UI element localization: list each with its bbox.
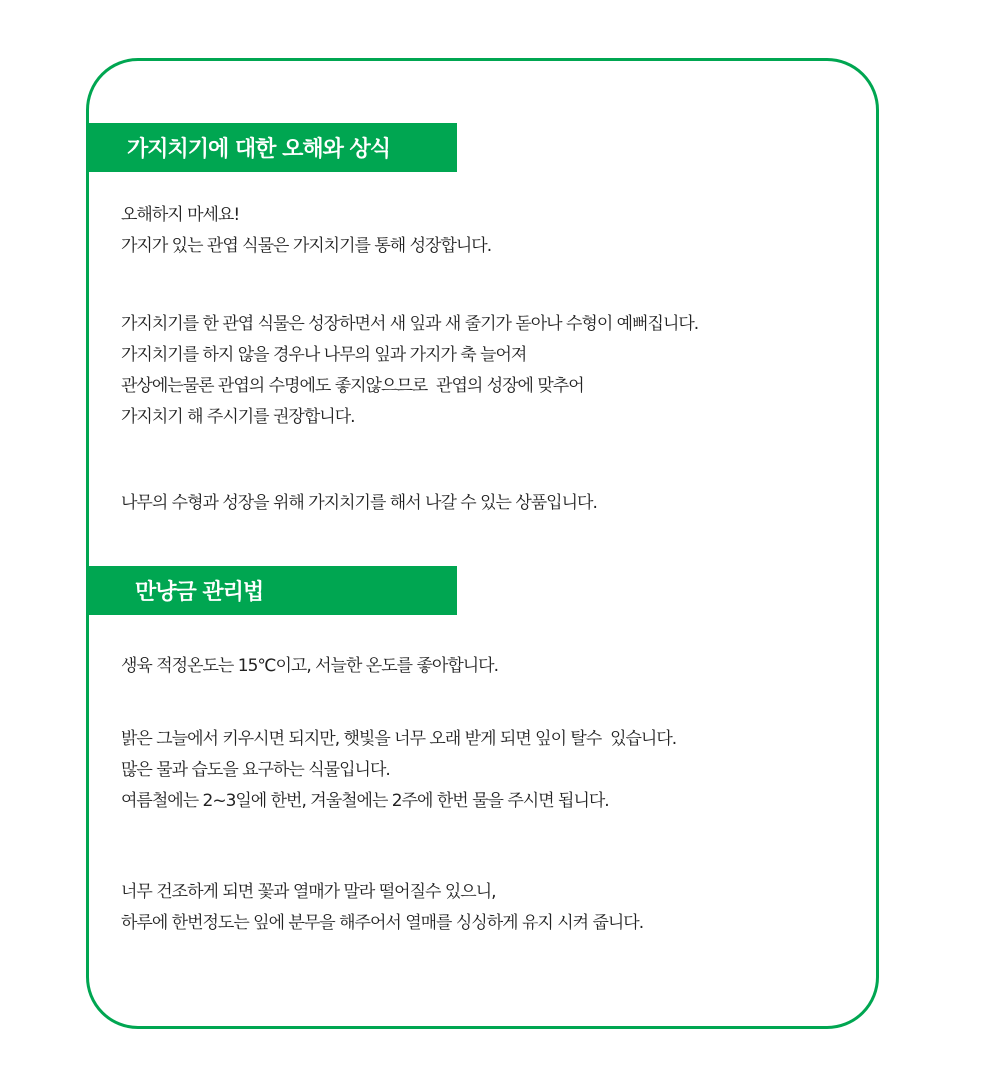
text-line: 너무 건조하게 되면 꽃과 열매가 말라 떨어질수 있으니, <box>121 882 496 902</box>
paragraph-humidity <box>121 877 643 939</box>
text-line: 밝은 그늘에서 키우시면 되지만, 햇빛을 너무 오래 받게 되면 잎이 탈수 있습니다. <box>121 729 677 749</box>
paragraph-pruning-benefits <box>121 309 698 433</box>
paragraph-temperature <box>121 651 498 682</box>
text-line: 많은 물과 습도을 요구하는 식물입니다. <box>121 760 390 780</box>
paragraph-light-water <box>121 724 676 817</box>
text-line: 가지치기 해 주시기를 권장합니다. <box>121 407 355 427</box>
section-header-pruning <box>86 123 457 172</box>
text-line: 나무의 수형과 성장을 위해 가지치기를 해서 나갈 수 있는 상품입니다. <box>121 493 597 513</box>
text-line: 가지가 있는 관엽 식물은 가지치기를 통해 성장합니다. <box>121 236 492 256</box>
text-line: 관상에는물론 관엽의 수명에도 좋지않으므로 관엽의 성장에 맞추어 <box>121 376 584 396</box>
text-line: 오해하지 마세요! <box>121 205 240 225</box>
text-line: 하루에 한번정도는 잎에 분무을 해주어서 열매를 싱싱하게 유지 시켜 줍니다. <box>121 913 644 933</box>
text-line: 생육 적정온도는 15℃이고, 서늘한 온도를 좋아합니다. <box>121 656 498 676</box>
section-header-care <box>86 566 457 615</box>
paragraph-misconception <box>121 200 491 262</box>
section-title: 만냥금 관리법 <box>135 580 264 605</box>
text-line: 여름철에는 2~3일에 한번, 겨울철에는 2주에 한번 물을 주시면 됩니다. <box>121 791 609 811</box>
text-line: 가지치기를 한 관엽 식물은 성장하면서 새 잎과 새 줄기가 돋아나 수형이 예뻐집니다. <box>121 314 699 334</box>
section-title: 가지치기에 대한 오해와 상식 <box>127 137 391 162</box>
text-line: 가지치기를 하지 않을 경우나 나무의 잎과 가지가 축 늘어져 <box>121 345 527 365</box>
paragraph-product-note <box>121 488 597 519</box>
